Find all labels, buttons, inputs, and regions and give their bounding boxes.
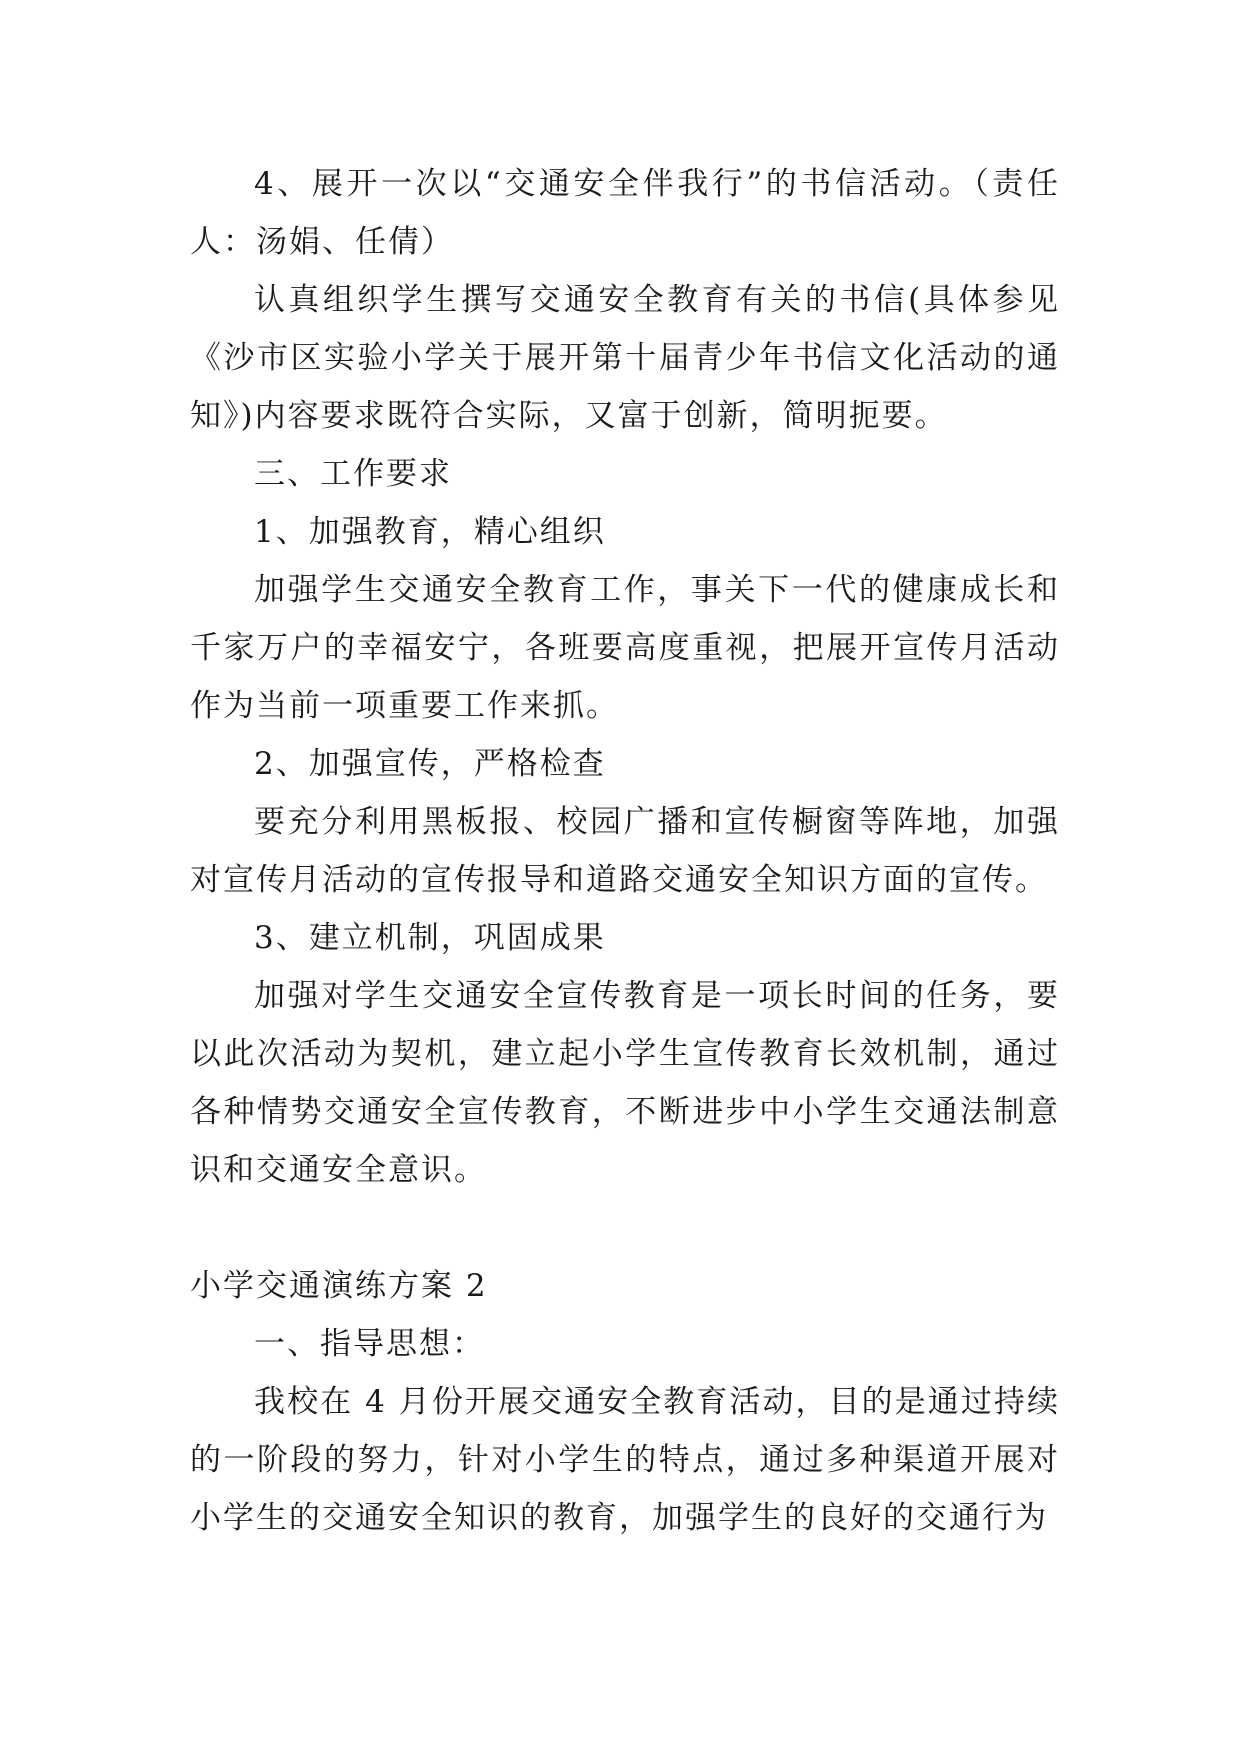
document-body <box>190 155 1060 1547</box>
paragraph-mechanism: 加强对学生交通安全宣传教育是一项长时间的任务，要以此次活动为契机，建立起小学生宣传教育长效机制，通过各种情势交通安全宣传教育，不断进步中小学生交通法制意识和交通安全意识。 <box>190 978 1060 1188</box>
paragraph-letter-requirements: 认真组织学生撰写交通安全教育有关的书信(具体参见《沙市区实验小学关于展开第十届青少年书信文化活动的通知》)内容要求既符合实际，又富于创新，简明扼要。 <box>190 282 1060 434</box>
paragraph-education: 加强学生交通安全教育工作，事关下一代的健康成长和千家万户的幸福安宁，各班要高度重视，把展开宣传月活动作为当前一项重要工作来抓。 <box>190 572 1060 724</box>
heading-guiding-ideology: 一、指导思想： <box>254 1326 485 1362</box>
paragraph-publicity: 要充分利用黑板报、校园广播和宣传橱窗等阵地，加强对宣传月活动的宣传报导和道路交通安全知识方面的宣传。 <box>190 804 1060 898</box>
subheading-mechanism: 3、建立机制，巩固成果 <box>254 920 606 956</box>
subheading-publicity: 2、加强宣传，严格检查 <box>254 746 606 782</box>
subheading-education: 1、加强教育，精心组织 <box>254 514 606 550</box>
paragraph-guiding-ideology: 我校在 4 月份开展交通安全教育活动，目的是通过持续的一阶段的努力，针对小学生的特点，通过多种渠道开展对小学生的交通安全知识的教育，加强学生的良好的交通行为 <box>190 1384 1060 1536</box>
paragraph-letter-activity: 4、展开一次以“交通安全伴我行”的书信活动。（责任人：汤娟、任倩） <box>190 166 1060 260</box>
section-title: 小学交通演练方案 2 <box>190 1268 488 1304</box>
heading-work-requirements: 三、工作要求 <box>254 456 452 492</box>
